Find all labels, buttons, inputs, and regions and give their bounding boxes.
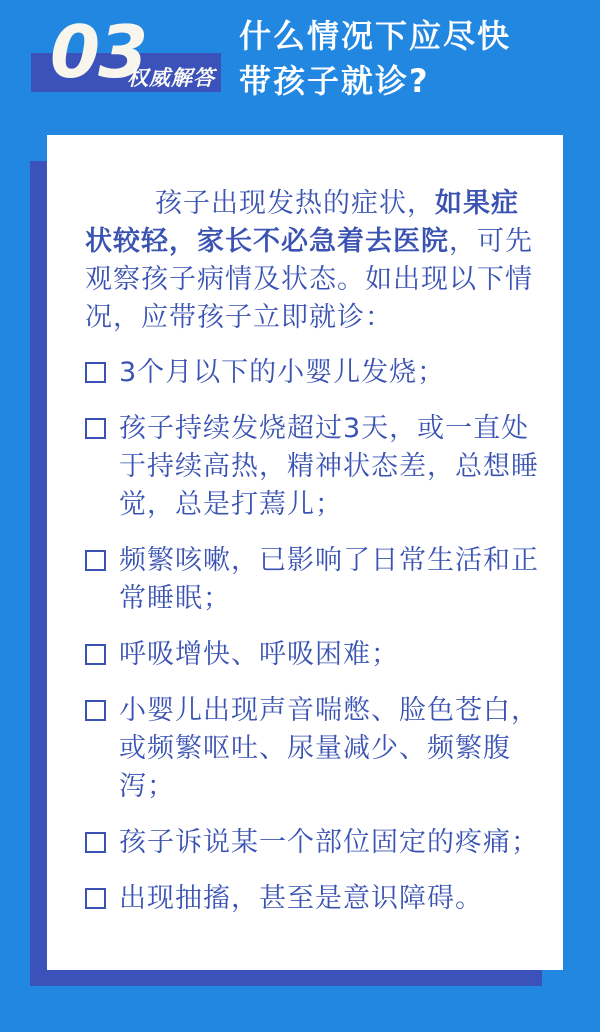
list-item [85, 636, 540, 674]
list-item [85, 692, 540, 806]
list-item-text: 3个月以下的小婴儿发烧； [119, 357, 446, 388]
page-title [239, 14, 511, 104]
checkbox-icon [85, 700, 106, 721]
list-item-text: 孩子持续发烧超过3天，或一直处于持续高热，精神状态差，总想睡觉，总是打蔫儿； [119, 413, 539, 520]
content-card [47, 135, 563, 970]
badge-label: 权威解答 [127, 66, 215, 90]
checkbox-icon [85, 550, 106, 571]
list-item [85, 354, 540, 392]
list-item [85, 880, 540, 918]
list-item-text: 呼吸增快、呼吸困难； [119, 639, 399, 670]
list-item-text: 频繁咳嗽，已影响了日常生活和正常睡眠； [119, 545, 539, 614]
list-item-text: 孩子诉说某一个部位固定的疼痛； [119, 827, 539, 858]
intro-text-end: ，可先观察孩子病情及状态。如出现以下情况，应带孩子立即就诊： [85, 226, 533, 333]
list-item [85, 824, 540, 862]
intro-text-start: 孩子出现发热的症状， [155, 188, 435, 219]
intro-text-bold: 如果症状较轻，家长不必急着去医院 [85, 188, 519, 257]
section-number: 03 [50, 10, 147, 94]
symptom-list [85, 354, 540, 918]
list-item [85, 410, 540, 524]
checkbox-icon [85, 888, 106, 909]
list-item-text: 出现抽搐，甚至是意识障碍。 [119, 883, 483, 914]
intro-paragraph [85, 185, 540, 337]
checkbox-icon [85, 832, 106, 853]
checkbox-icon [85, 418, 106, 439]
checkbox-icon [85, 644, 106, 665]
title-line-2: 带孩子就诊? [239, 62, 430, 100]
title-line-1: 什么情况下应尽快 [239, 17, 512, 55]
checkbox-icon [85, 362, 106, 383]
list-item-text: 小婴儿出现声音喘憋、脸色苍白，或频繁呕吐、尿量减少、频繁腹泻； [119, 695, 539, 802]
list-item [85, 542, 540, 618]
